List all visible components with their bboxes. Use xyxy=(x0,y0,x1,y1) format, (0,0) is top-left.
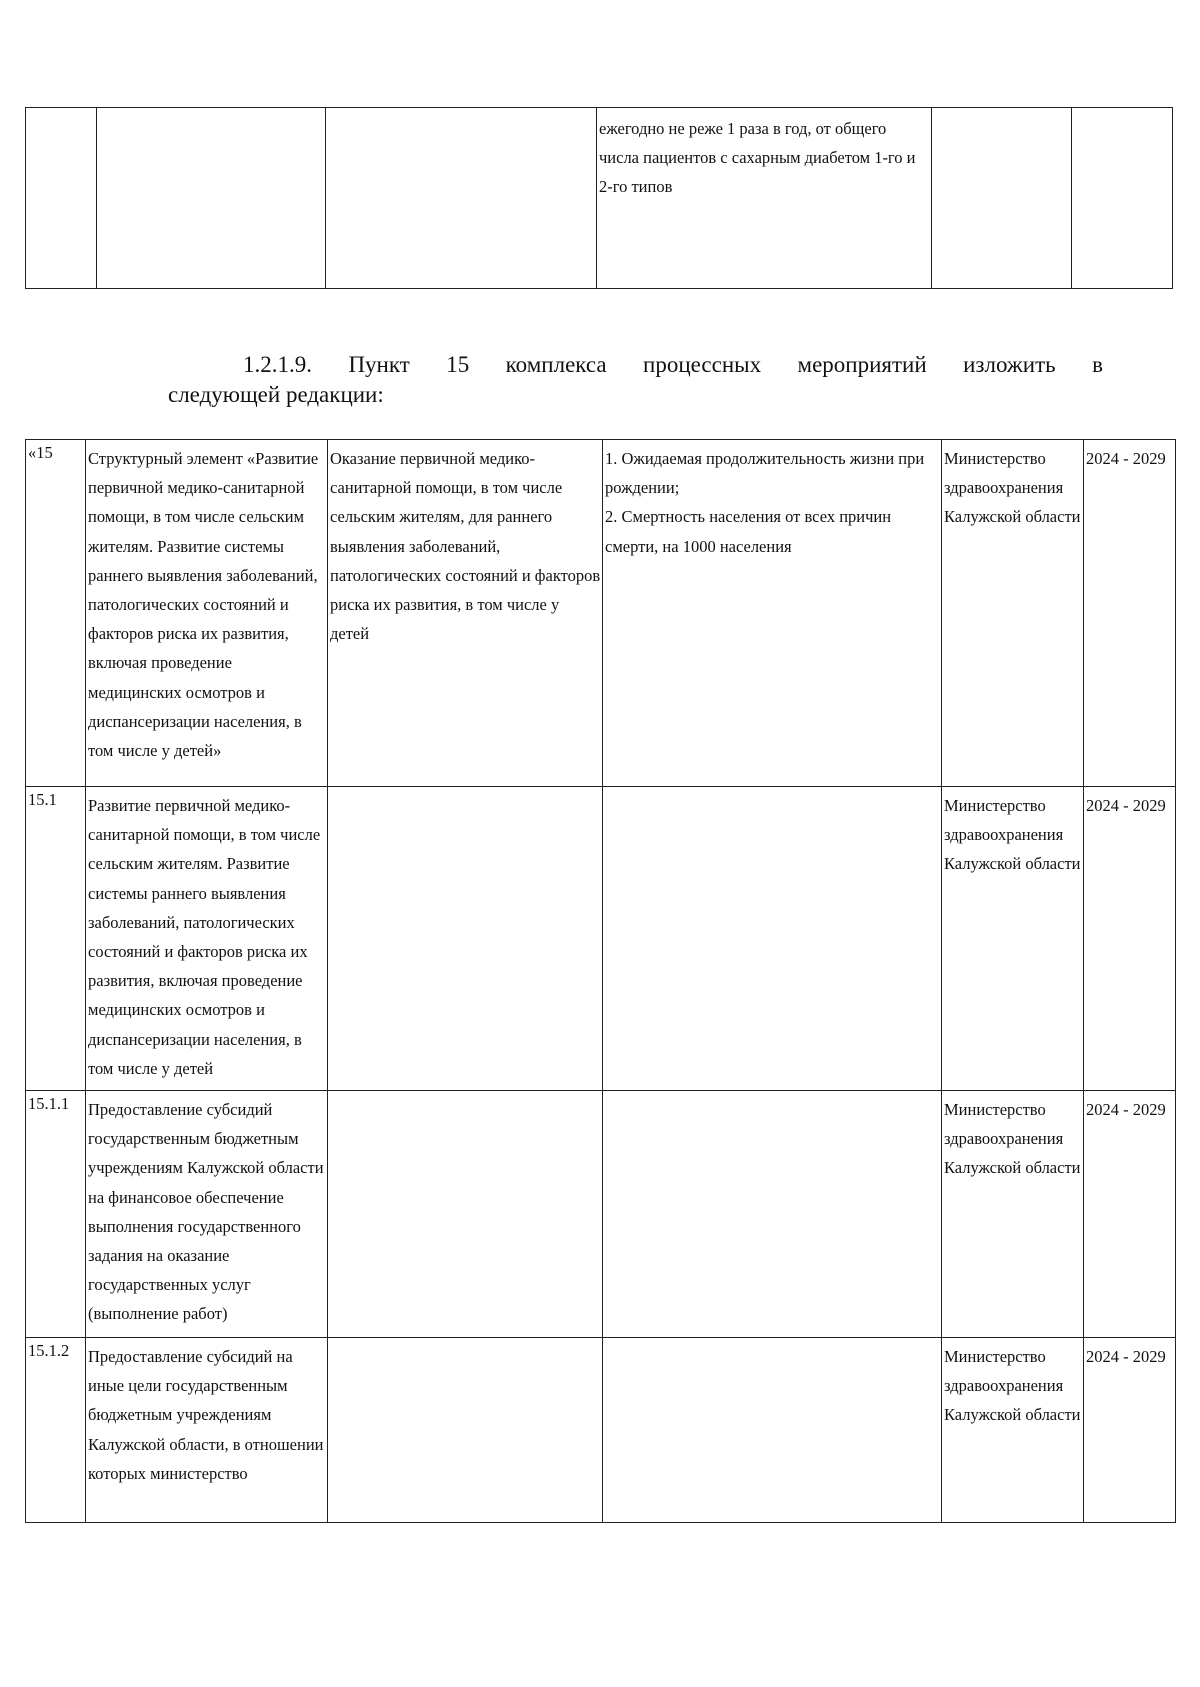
cell-task xyxy=(328,1338,603,1523)
cell-period xyxy=(1072,108,1173,289)
cell-indicator: ежегодно не реже 1 раза в год, от общего числа пациентов с сахарным диабетом 1-го и 2-го типов xyxy=(597,108,932,289)
paragraph-word: комплекса xyxy=(505,352,607,377)
cell-indicator xyxy=(603,787,942,1091)
cell-num: 15.1.2 xyxy=(26,1338,86,1523)
cell-task xyxy=(326,108,597,289)
paragraph-word: 1.2.1.9. xyxy=(243,352,312,377)
table-row xyxy=(26,108,1173,289)
table-row xyxy=(26,1338,1176,1523)
cell-num: 15.1 xyxy=(26,787,86,1091)
cell-num xyxy=(26,108,97,289)
cell-indicator xyxy=(603,1338,942,1523)
paragraph-word: в xyxy=(1092,352,1103,377)
paragraph-word: процессных xyxy=(643,352,762,377)
continuation-table xyxy=(25,107,1173,289)
paragraph-word: изложить xyxy=(963,352,1056,377)
cell-num: «15 xyxy=(26,440,86,787)
table-row xyxy=(26,440,1176,787)
cell-element: Предоставление субсидий на иные цели государственным бюджетным учреждениям Калужской области, в отношении которых министерство xyxy=(86,1338,328,1523)
cell-period: 2024 - 2029 xyxy=(1084,787,1176,1091)
cell-indicator: 1. Ожидаемая продолжительность жизни при рождении; 2. Смертность населения от всех причин смерти, на 1000 населения xyxy=(603,440,942,787)
cell-task xyxy=(328,1091,603,1338)
cell-indicator xyxy=(603,1091,942,1338)
table-row xyxy=(26,787,1176,1091)
table-row xyxy=(26,1091,1176,1338)
cell-element: Структурный элемент «Развитие первичной медико-санитарной помощи, в том числе сельским жителям. Развитие системы раннего выявления заболеваний, патологических состояний и факторов риска их развития, включая проведение медицинских осмотров и диспансеризации населения, в том числе у детей» xyxy=(86,440,328,787)
cell-period: 2024 - 2029 xyxy=(1084,1091,1176,1338)
cell-period: 2024 - 2029 xyxy=(1084,1338,1176,1523)
cell-period: 2024 - 2029 xyxy=(1084,440,1176,787)
cell-element: Развитие первичной медико-санитарной помощи, в том числе сельским жителям. Развитие системы раннего выявления заболеваний, патологических состояний и факторов риска их развития, включая проведение медицинских осмотров и диспансеризации населения, в том числе у детей xyxy=(86,787,328,1091)
amendment-paragraph xyxy=(168,350,1103,410)
cell-responsible: Министерство здравоохранения Калужской области xyxy=(942,1338,1084,1523)
cell-responsible xyxy=(932,108,1072,289)
paragraph-word: мероприятий xyxy=(797,352,927,377)
cell-element xyxy=(97,108,326,289)
cell-element: Предоставление субсидий государственным бюджетным учреждениям Калужской области на финансовое обеспечение выполнения государственного задания на оказание государственных услуг (выполнение работ) xyxy=(86,1091,328,1338)
cell-task xyxy=(328,787,603,1091)
paragraph-word: Пункт xyxy=(348,352,410,377)
cell-responsible: Министерство здравоохранения Калужской области xyxy=(942,440,1084,787)
measures-table xyxy=(25,439,1176,1523)
paragraph-line-2: следующей редакции: xyxy=(168,382,384,407)
cell-task: Оказание первичной медико-санитарной помощи, в том числе сельским жителям, для раннего выявления заболеваний, патологических состояний и факторов риска их развития, в том числе у детей xyxy=(328,440,603,787)
paragraph-word: 15 xyxy=(446,352,470,377)
cell-responsible: Министерство здравоохранения Калужской области xyxy=(942,1091,1084,1338)
paragraph-line-1 xyxy=(168,350,1103,380)
cell-num: 15.1.1 xyxy=(26,1091,86,1338)
cell-responsible: Министерство здравоохранения Калужской области xyxy=(942,787,1084,1091)
